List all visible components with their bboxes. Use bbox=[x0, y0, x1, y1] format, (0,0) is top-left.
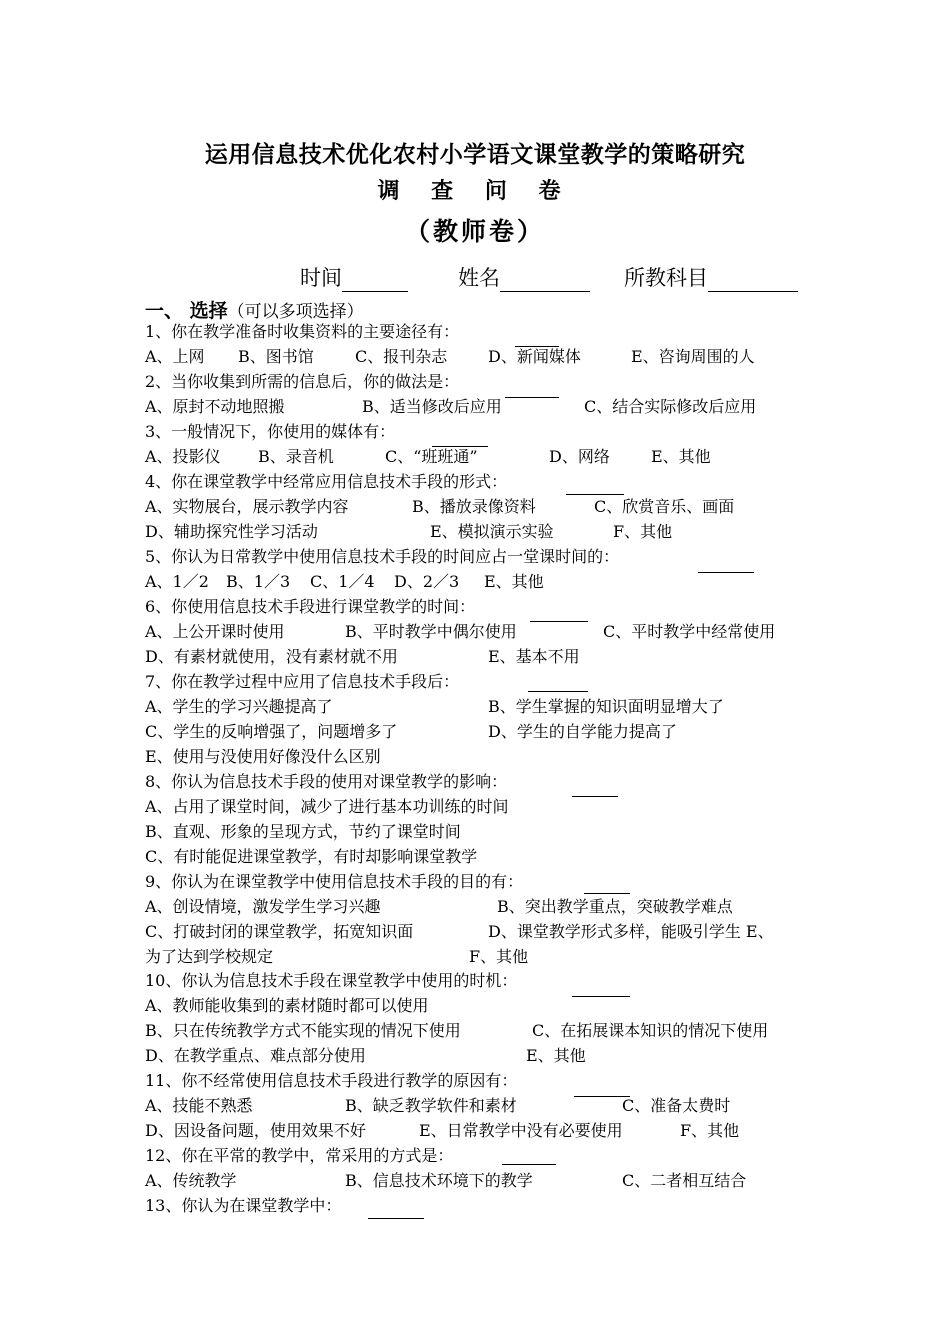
answer-option[interactable]: 为了达到学校规定 bbox=[145, 947, 274, 966]
answer-option[interactable]: D、2／3 bbox=[394, 572, 460, 591]
answer-option[interactable]: C、结合实际修改后应用 bbox=[584, 397, 757, 416]
answer-blank[interactable] bbox=[530, 621, 588, 622]
answer-blank[interactable] bbox=[515, 346, 559, 347]
question-text: 6、你使用信息技术手段进行课堂教学的时间： bbox=[145, 597, 476, 616]
answer-option[interactable]: B、适当修改后应用 bbox=[362, 397, 502, 416]
answer-option[interactable]: E、其他 bbox=[526, 1046, 586, 1065]
answer-option[interactable]: A、占用了课堂时间，减少了进行基本功训练的时间 bbox=[145, 797, 509, 816]
answer-option[interactable]: C、欣赏音乐、画面 bbox=[594, 497, 735, 516]
answer-option[interactable]: F、其他 bbox=[469, 947, 529, 966]
answer-blank[interactable] bbox=[572, 796, 618, 797]
section-title: 一、 选择 bbox=[145, 300, 228, 322]
answer-blank[interactable] bbox=[432, 446, 488, 447]
answer-option[interactable]: D、辅助探究性学习活动 bbox=[145, 522, 318, 541]
answer-option[interactable]: A、实物展台，展示教学内容 bbox=[145, 497, 349, 516]
time-field bbox=[300, 262, 408, 292]
question-text: 3、一般情况下，你使用的媒体有： bbox=[145, 422, 396, 441]
answer-option[interactable]: A、教师能收集到的素材随时都可以使用 bbox=[145, 996, 429, 1015]
answer-option[interactable]: A、投影仪 bbox=[145, 447, 221, 466]
answer-option[interactable]: C、报刊杂志 bbox=[355, 347, 448, 366]
document-variant: （教师卷） bbox=[404, 217, 545, 246]
question-text: 12、你在平常的教学中，常采用的方式是： bbox=[145, 1146, 454, 1165]
answer-option[interactable]: A、创设情境，激发学生学习兴趣 bbox=[145, 897, 381, 916]
answer-option[interactable]: E、日常教学中没有必要使用 bbox=[419, 1121, 623, 1140]
question-text: 8、你认为信息技术手段的使用对课堂教学的影响： bbox=[145, 772, 508, 791]
answer-option[interactable]: A、学生的学习兴趣提高了 bbox=[145, 697, 333, 716]
answer-option[interactable]: A、上网 bbox=[145, 347, 205, 366]
subject-label: 所教科目 bbox=[624, 266, 708, 290]
answer-blank[interactable] bbox=[502, 1164, 556, 1165]
section-note: （可以多项选择） bbox=[227, 302, 364, 322]
document-title: 运用信息技术优化农村小学语文课堂教学的策略研究 bbox=[204, 142, 746, 168]
question-text: 11、你不经常使用信息技术手段进行教学的原因有： bbox=[145, 1071, 518, 1090]
answer-option[interactable]: E、基本不用 bbox=[488, 647, 580, 666]
answer-option[interactable]: C、打破封闭的课堂教学，拓宽知识面 bbox=[145, 922, 414, 941]
answer-option[interactable]: A、技能不熟悉 bbox=[145, 1096, 253, 1115]
answer-option[interactable]: B、学生掌握的知识面明显增大了 bbox=[488, 697, 724, 716]
answer-option[interactable]: B、只在传统教学方式不能实现的情况下使用 bbox=[145, 1021, 461, 1040]
answer-blank[interactable] bbox=[566, 494, 624, 495]
question-text: 2、当你收集到所需的信息后，你的做法是： bbox=[145, 372, 460, 391]
name-label: 姓名 bbox=[458, 266, 500, 290]
answer-option[interactable]: B、信息技术环境下的教学 bbox=[345, 1171, 533, 1190]
answer-option[interactable]: A、上公开课时使用 bbox=[145, 622, 285, 641]
subject-blank[interactable] bbox=[708, 269, 798, 292]
answer-option[interactable]: E、其他 bbox=[484, 572, 544, 591]
answer-option[interactable]: D、有素材就使用，没有素材就不用 bbox=[145, 647, 398, 666]
answer-option[interactable]: A、原封不动地照搬 bbox=[145, 397, 285, 416]
question-text: 1、你在教学准备时收集资料的主要途径有： bbox=[145, 322, 460, 341]
answer-option[interactable]: C、1／4 bbox=[310, 572, 375, 591]
answer-blank[interactable] bbox=[528, 691, 588, 692]
question-text: 5、你认为日常教学中使用信息技术手段的时间应占一堂课时间的： bbox=[145, 547, 620, 566]
answer-option[interactable]: C、学生的反响增强了，问题增多了 bbox=[145, 722, 398, 741]
answer-option[interactable]: D、学生的自学能力提高了 bbox=[488, 722, 677, 741]
answer-option[interactable]: A、传统教学 bbox=[145, 1171, 237, 1190]
section-heading bbox=[145, 296, 364, 323]
answer-option[interactable]: C、二者相互结合 bbox=[622, 1171, 747, 1190]
answer-blank[interactable] bbox=[574, 1096, 630, 1097]
answer-option[interactable]: B、1／3 bbox=[226, 572, 291, 591]
answer-option[interactable]: C、“班班通” bbox=[385, 447, 478, 466]
answer-option[interactable]: E、咨询周围的人 bbox=[631, 347, 755, 366]
answer-option[interactable]: E、其他 bbox=[651, 447, 711, 466]
answer-option[interactable]: F、其他 bbox=[680, 1121, 740, 1140]
answer-option[interactable]: B、直观、形象的呈现方式，节约了课堂时间 bbox=[145, 822, 461, 841]
question-text: 9、你认为在课堂教学中使用信息技术手段的目的有： bbox=[145, 872, 524, 891]
answer-option[interactable]: D、网络 bbox=[549, 447, 610, 466]
document-subtitle: 调 查 问 卷 bbox=[377, 179, 573, 204]
answer-option[interactable]: E、模拟演示实验 bbox=[430, 522, 554, 541]
answer-option[interactable]: F、其他 bbox=[613, 522, 673, 541]
subject-field bbox=[624, 262, 798, 292]
answer-option[interactable]: B、播放录像资料 bbox=[412, 497, 536, 516]
answer-blank[interactable] bbox=[505, 397, 559, 398]
question-text: 13、你认为在课堂教学中： bbox=[145, 1196, 342, 1215]
answer-blank[interactable] bbox=[368, 1218, 424, 1219]
answer-blank[interactable] bbox=[572, 996, 630, 997]
name-field bbox=[458, 262, 590, 292]
answer-option[interactable]: D、在教学重点、难点部分使用 bbox=[145, 1046, 366, 1065]
answer-option[interactable]: A、1／2 bbox=[145, 572, 209, 591]
time-blank[interactable] bbox=[342, 269, 408, 292]
answer-option[interactable]: C、在拓展课本知识的情况下使用 bbox=[532, 1021, 769, 1040]
answer-blank[interactable] bbox=[584, 893, 630, 894]
time-label: 时间 bbox=[300, 266, 342, 290]
question-text: 10、你认为信息技术手段在课堂教学中使用的时机： bbox=[145, 971, 518, 990]
answer-option[interactable]: C、有时能促进课堂教学，有时却影响课堂教学 bbox=[145, 847, 478, 866]
answer-option[interactable]: B、缺乏教学软件和素材 bbox=[345, 1096, 517, 1115]
answer-option[interactable]: B、平时教学中偶尔使用 bbox=[345, 622, 517, 641]
answer-option[interactable]: B、录音机 bbox=[258, 447, 334, 466]
answer-option[interactable]: C、平时教学中经常使用 bbox=[603, 622, 776, 641]
answer-option[interactable]: C、准备太费时 bbox=[622, 1096, 731, 1115]
answer-option[interactable]: D、因设备问题，使用效果不好 bbox=[145, 1121, 366, 1140]
answer-blank[interactable] bbox=[698, 572, 754, 573]
answer-option[interactable]: B、图书馆 bbox=[238, 347, 314, 366]
name-blank[interactable] bbox=[500, 269, 590, 292]
answer-option[interactable]: E、使用与没使用好像没什么区别 bbox=[145, 747, 381, 766]
question-text: 7、你在教学过程中应用了信息技术手段后： bbox=[145, 672, 460, 691]
question-text: 4、你在课堂教学中经常应用信息技术手段的形式： bbox=[145, 472, 508, 491]
answer-option[interactable]: D、课堂教学形式多样，能吸引学生 E、 bbox=[488, 922, 774, 941]
answer-option[interactable]: B、突出教学重点，突破教学难点 bbox=[497, 897, 733, 916]
answer-option[interactable]: D、新闻媒体 bbox=[488, 347, 581, 366]
